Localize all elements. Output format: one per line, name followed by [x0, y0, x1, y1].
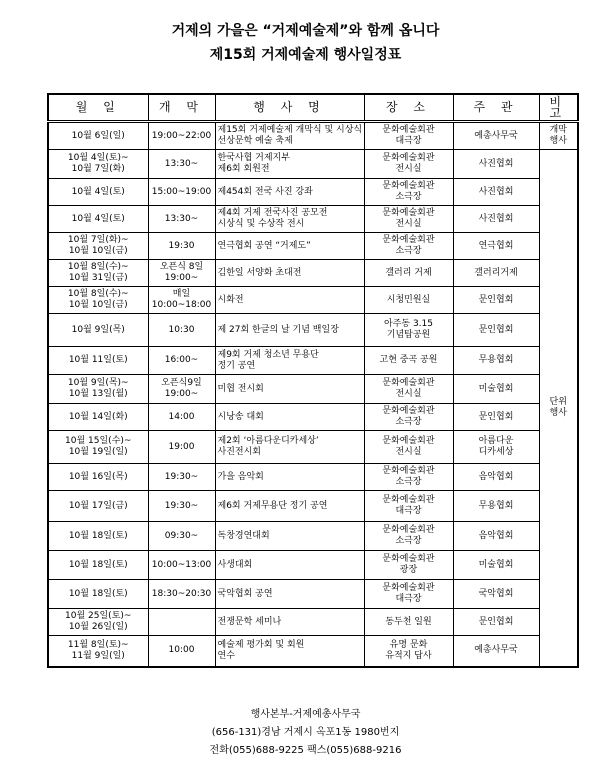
time-cell-line: 19:00: [168, 441, 195, 452]
event-cell-line: 전쟁문학 세미나: [217, 616, 282, 627]
host-cell: [453, 375, 539, 404]
host-cell: [453, 233, 539, 260]
host-cell-line: 미술협회: [478, 559, 514, 570]
table-row: [48, 580, 578, 609]
host-cell-line: 아름다운: [478, 436, 514, 446]
date-cell-line: 10월 11일(토): [68, 355, 128, 365]
host-cell-line: 음악협회: [478, 530, 514, 541]
date-cell-line: 10월 8일(수)~: [67, 289, 129, 299]
venue-cell-line: 유적지 답사: [385, 650, 432, 661]
host-cell-line: 미술협회: [478, 383, 514, 394]
date-cell-line: 10월 13일(월): [68, 389, 128, 399]
event-cell-line: 사생대회: [217, 559, 253, 570]
time-cell: [148, 636, 215, 667]
date-cell-line: 10월 10일(금): [68, 300, 128, 310]
event-cell: [215, 314, 364, 347]
remark-line: 행사: [549, 407, 567, 418]
time-cell-line: 10:30: [168, 324, 195, 335]
time-cell-line: 매일: [172, 289, 191, 299]
event-cell: [215, 122, 364, 150]
time-cell: [148, 491, 215, 522]
event-cell: [215, 260, 364, 287]
venue-cell-line: 전시실: [395, 164, 422, 174]
event-cell-line: 가을 음악회: [217, 471, 264, 482]
venue-cell-line: 대극장: [395, 506, 422, 516]
venue-cell: [364, 206, 453, 233]
venue-cell-line: 소극장: [395, 246, 422, 256]
document-subtitle: 제15회 거제예술제 행사일정표: [209, 47, 402, 63]
table-row: [48, 206, 578, 233]
time-cell-line: 15:00~19:00: [151, 186, 212, 197]
time-cell: [148, 287, 215, 314]
venue-cell: [364, 464, 453, 491]
table-row: [48, 122, 578, 150]
time-cell: [148, 609, 215, 636]
table-row: [48, 404, 578, 431]
time-cell-line: 13:30~: [164, 213, 199, 224]
date-cell: [48, 314, 148, 347]
venue-cell: [364, 491, 453, 522]
host-cell: [453, 260, 539, 287]
event-cell: [215, 347, 364, 375]
host-cell-line: 문인협회: [478, 616, 514, 627]
date-cell: [48, 580, 148, 609]
venue-cell: [364, 551, 453, 580]
host-cell: [453, 636, 539, 667]
table-header-row: [48, 94, 578, 122]
table-row: [48, 636, 578, 667]
host-cell-line: 국악협회: [478, 588, 514, 599]
date-cell-line: 10월 7일(화)~: [67, 235, 129, 245]
table-row: [48, 551, 578, 580]
date-cell-line: 11월 8일(토)~: [67, 639, 129, 650]
time-cell-line: 14:00: [168, 411, 195, 422]
date-cell: [48, 260, 148, 287]
remark-line: 단위: [549, 396, 567, 407]
date-cell-line: 10월 4일(토): [71, 213, 125, 224]
date-cell-line: 10월 15일(수)~: [65, 436, 132, 446]
event-cell-line: 정기 공연: [217, 360, 256, 371]
header-date: 월 일: [48, 94, 148, 122]
time-cell-line: 오픈식 8일: [159, 262, 204, 272]
time-cell-line: 18:30~20:30: [151, 588, 212, 599]
venue-cell-line: 문화예술회관: [382, 235, 435, 245]
time-cell-line: 19:30: [168, 240, 195, 251]
remark-line: 행사: [549, 136, 567, 146]
date-cell-line: 10월 4일(토)~: [67, 153, 129, 163]
venue-cell: [364, 233, 453, 260]
time-cell-line: 19:00~22:00: [151, 130, 212, 141]
venue-cell-line: 문화예술회관: [382, 436, 435, 446]
remark-opening-cell: [539, 122, 578, 150]
host-cell: [453, 551, 539, 580]
event-cell: [215, 551, 364, 580]
venue-cell-line: 대극장: [395, 594, 422, 604]
date-cell-line: 10월 16일(목): [68, 471, 128, 482]
event-cell: [215, 179, 364, 206]
event-cell-line: 제9회 거제 청소년 무용단: [217, 349, 319, 360]
host-cell: [453, 150, 539, 179]
table-row: [48, 347, 578, 375]
date-cell: [48, 522, 148, 551]
host-cell: [453, 347, 539, 375]
date-cell-line: 10월 14일(화): [68, 411, 128, 422]
date-cell: [48, 431, 148, 464]
host-cell-line: 음악협회: [478, 471, 514, 482]
event-cell: [215, 206, 364, 233]
event-cell-line: 한국사협 거제지부: [217, 153, 290, 163]
venue-cell: [364, 522, 453, 551]
event-cell-line: 시낭송 대회: [217, 411, 264, 422]
venue-cell-line: 문화예술회관: [382, 466, 435, 476]
host-cell-line: 문인협회: [478, 411, 514, 422]
event-cell-line: 선상문학 예술 축제: [217, 136, 293, 146]
time-cell: [148, 431, 215, 464]
event-cell: [215, 287, 364, 314]
time-cell: [148, 314, 215, 347]
venue-cell-line: 시청민원실: [386, 294, 431, 305]
time-cell-line: 오픈식9일: [161, 378, 202, 388]
venue-cell-line: 대극장: [395, 136, 422, 146]
venue-cell-line: 소극장: [395, 192, 422, 202]
date-cell: [48, 206, 148, 233]
event-cell-line: 시상식 및 수상작 전시: [217, 219, 305, 229]
host-cell: [453, 580, 539, 609]
date-cell-line: 10월 26일(일): [68, 622, 128, 632]
venue-cell-line: 소극장: [395, 417, 422, 427]
date-cell-line: 10월 6일(일): [71, 130, 125, 141]
event-cell-line: 제6회 회원전: [217, 164, 270, 174]
event-cell: [215, 580, 364, 609]
venue-cell: [364, 375, 453, 404]
event-cell: [215, 375, 364, 404]
venue-cell: [364, 150, 453, 179]
date-cell: [48, 551, 148, 580]
time-cell-line: 10:00: [168, 645, 195, 656]
time-cell-line: 09:30~: [164, 530, 199, 541]
time-cell-line: 19:30~: [164, 500, 199, 511]
host-cell-line: 사진협회: [478, 186, 514, 197]
venue-cell-line: 갤러리 거제: [385, 267, 432, 278]
venue-cell-line: 고현 중곡 공원: [379, 355, 438, 365]
time-cell: [148, 122, 215, 150]
date-cell: [48, 150, 148, 179]
event-cell-line: 제454회 전국 사진 강좌: [217, 186, 313, 197]
event-cell: [215, 609, 364, 636]
event-cell-line: 국악협회 공연: [217, 588, 273, 599]
event-cell-line: 제2회 ‘아름다운디카세상’: [217, 436, 319, 446]
date-cell-line: 10월 9일(목)~: [67, 378, 129, 388]
venue-cell-line: 문화예술회관: [382, 525, 435, 535]
date-cell-line: 10월 4일(토): [71, 186, 125, 197]
event-cell: [215, 636, 364, 667]
event-cell: [215, 233, 364, 260]
host-cell: [453, 609, 539, 636]
date-cell-line: 10월 18일(토): [68, 559, 128, 570]
time-cell: [148, 150, 215, 179]
event-cell: [215, 522, 364, 551]
host-cell: [453, 464, 539, 491]
date-cell: [48, 375, 148, 404]
event-cell: [215, 464, 364, 491]
date-cell: [48, 122, 148, 150]
venue-cell-line: 문화예술회관: [382, 125, 435, 135]
table-row: [48, 375, 578, 404]
host-cell: [453, 206, 539, 233]
table-row: [48, 150, 578, 179]
venue-cell-line: 전시실: [395, 389, 422, 399]
time-cell: [148, 404, 215, 431]
date-cell: [48, 347, 148, 375]
time-cell-line: 19:00~: [164, 273, 199, 283]
schedule-body: [48, 122, 578, 667]
host-cell-line: 예총사무국: [474, 645, 518, 656]
event-cell-line: 연극협회 공연 “거제도”: [217, 240, 311, 251]
host-cell-line: 갤러리거제: [474, 267, 518, 278]
date-cell: [48, 636, 148, 667]
date-cell-line: 10월 17일(금): [68, 500, 128, 511]
footer-organizer: 행사본부-거제예총사무국: [250, 709, 361, 720]
time-cell: [148, 464, 215, 491]
venue-cell: [364, 580, 453, 609]
time-cell: [148, 179, 215, 206]
table-row: [48, 179, 578, 206]
event-cell-line: 시화전: [217, 294, 244, 305]
event-cell-line: 제15회 거제예술제 개막식 및 시상식: [217, 125, 363, 135]
event-cell-line: 제6회 거제무용단 정기 공연: [217, 500, 328, 511]
remark-line: 개막: [549, 125, 567, 135]
date-cell: [48, 287, 148, 314]
time-cell-line: 19:30~: [164, 471, 199, 482]
date-cell-line: 10월 9일(목): [71, 324, 125, 335]
time-cell: [148, 375, 215, 404]
table-row: [48, 522, 578, 551]
venue-cell: [364, 260, 453, 287]
remark-unit-event-cell: [539, 150, 578, 667]
venue-cell: [364, 636, 453, 667]
table-row: [48, 260, 578, 287]
event-cell-line: 연수: [217, 650, 235, 661]
host-cell: [453, 287, 539, 314]
header-event-name: 행 사 명: [215, 94, 364, 122]
venue-cell-line: 광장: [399, 565, 418, 575]
time-cell-line: 10:00~18:00: [151, 300, 212, 310]
host-cell-line: 무용협회: [478, 500, 514, 511]
host-cell-line: 문인협회: [478, 294, 514, 305]
time-cell: [148, 551, 215, 580]
table-row: [48, 314, 578, 347]
venue-cell-line: 아주동 3.15: [384, 319, 433, 329]
time-cell-line: 13:30~: [164, 158, 199, 169]
table-row: [48, 464, 578, 491]
table-row: [48, 431, 578, 464]
header-venue: 장 소: [364, 94, 453, 122]
event-cell-line: 독창경연대회: [217, 530, 270, 541]
host-cell: [453, 404, 539, 431]
host-cell: [453, 522, 539, 551]
host-cell-line: 문인협회: [478, 324, 514, 335]
host-cell-line: 무용협회: [478, 355, 514, 365]
host-cell: [453, 179, 539, 206]
event-cell: [215, 431, 364, 464]
venue-cell: [364, 404, 453, 431]
host-cell-line: 예총사무국: [474, 130, 518, 141]
event-cell: [215, 404, 364, 431]
venue-cell: [364, 179, 453, 206]
event-cell-line: 미협 전시회: [217, 383, 264, 394]
venue-cell-line: 문화예술회관: [382, 554, 435, 564]
date-cell-line: 10월 8일(수)~: [67, 262, 129, 272]
event-cell-line: 제 27회 한글의 날 기념 백일장: [217, 324, 339, 335]
venue-cell: [364, 609, 453, 636]
venue-cell-line: 문화예술회관: [382, 378, 435, 388]
venue-cell-line: 문화예술회관: [382, 181, 435, 191]
venue-cell: [364, 347, 453, 375]
date-cell: [48, 404, 148, 431]
date-cell: [48, 609, 148, 636]
date-cell-line: 10월 25일(토)~: [65, 611, 132, 621]
date-cell-line: 10월 18일(토): [68, 588, 128, 599]
time-cell-line: 10:00~13:00: [151, 559, 212, 570]
host-cell: [453, 431, 539, 464]
event-cell-line: 사진전시회: [217, 447, 261, 457]
table-row: [48, 609, 578, 636]
venue-cell: [364, 122, 453, 150]
host-cell-line: 디카세상: [478, 447, 514, 457]
event-cell: [215, 150, 364, 179]
venue-cell-line: 전시실: [395, 447, 422, 457]
table-row: [48, 233, 578, 260]
host-cell-line: 연극협회: [478, 240, 514, 251]
header-opening: 개 막: [148, 94, 215, 122]
header-host: 주 관: [453, 94, 539, 122]
venue-cell-line: 문화예술회관: [382, 153, 435, 163]
event-cell-line: 제4회 거제 전국사진 공모전: [217, 208, 328, 218]
time-cell-line: 16:00~: [164, 355, 199, 365]
schedule-table: [47, 93, 579, 668]
time-cell: [148, 522, 215, 551]
time-cell: [148, 347, 215, 375]
venue-cell: [364, 314, 453, 347]
time-cell: [148, 260, 215, 287]
table-row: [48, 491, 578, 522]
venue-cell-line: 전시실: [395, 219, 422, 229]
host-cell-line: 사진협회: [478, 158, 514, 169]
time-cell-line: 19:00~: [164, 389, 199, 399]
host-cell-line: 사진협회: [478, 213, 514, 224]
time-cell: [148, 206, 215, 233]
venue-cell-line: 소극장: [395, 477, 422, 487]
date-cell-line: 10월 31일(금): [68, 273, 128, 283]
host-cell: [453, 122, 539, 150]
venue-cell: [364, 431, 453, 464]
time-cell: [148, 233, 215, 260]
date-cell-line: 10월 18일(토): [68, 530, 128, 541]
date-cell-line: 11월 9일(일): [71, 650, 125, 661]
date-cell: [48, 233, 148, 260]
date-cell: [48, 464, 148, 491]
date-cell: [48, 491, 148, 522]
event-cell-line: 예술제 평가회 및 회원: [217, 639, 305, 650]
header-remarks: 비 고: [539, 94, 578, 122]
venue-cell: [364, 287, 453, 314]
time-cell: [148, 580, 215, 609]
footer-address: (656-131)경남 거제시 옥포1동 1980번지: [211, 727, 400, 738]
venue-cell-line: 유명 문화: [389, 639, 428, 650]
date-cell-line: 10월 10일(금): [68, 246, 128, 256]
venue-cell-line: 문화예술회관: [382, 406, 435, 416]
document-title: 거제의 가을은 “거제예술제”와 함께 옵니다: [171, 23, 440, 39]
table-row: [48, 287, 578, 314]
venue-cell-line: 문화예술회관: [382, 495, 435, 505]
venue-cell-line: 기념탑공원: [386, 330, 431, 340]
venue-cell-line: 동두천 일원: [385, 616, 432, 627]
event-cell: [215, 491, 364, 522]
venue-cell-line: 소극장: [395, 536, 422, 546]
event-cell-line: 김한일 서양화 초대전: [217, 267, 302, 278]
venue-cell-line: 문화예술회관: [382, 583, 435, 593]
footer-contact: 전화(055)688-9225 팩스(055)688-9216: [209, 745, 402, 756]
date-cell-line: 10월 7일(화): [71, 164, 125, 174]
host-cell: [453, 491, 539, 522]
host-cell: [453, 314, 539, 347]
venue-cell-line: 문화예술회관: [382, 208, 435, 218]
date-cell: [48, 179, 148, 206]
date-cell-line: 10월 19일(일): [68, 447, 128, 457]
